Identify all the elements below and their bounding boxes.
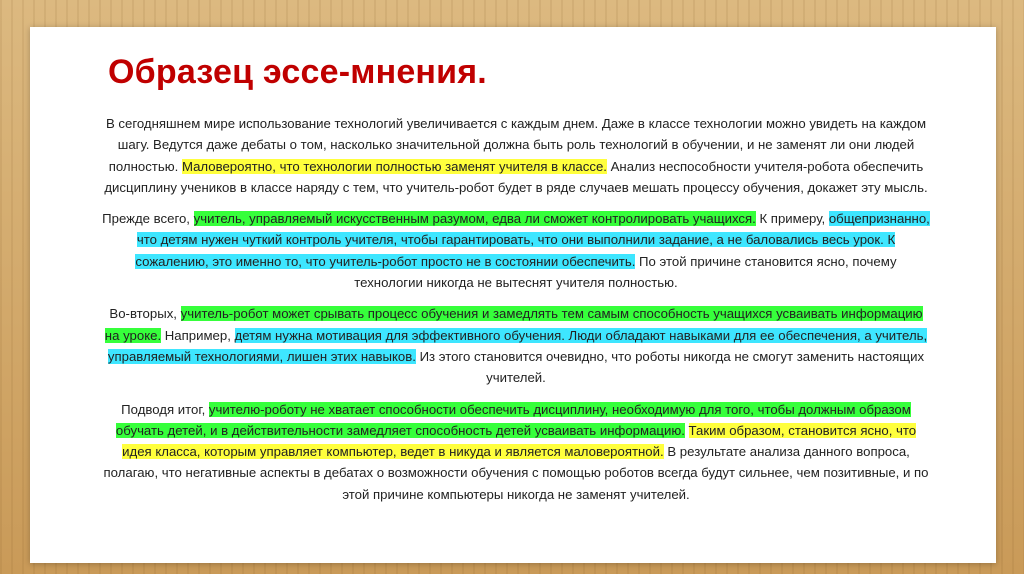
slide-title: Образец эссе-мнения.: [108, 53, 487, 91]
essay-text: Во-вторых,: [109, 306, 181, 322]
essay-text: Из этого становится очевидно, что роботы никогда не смогут заменить настоящих учителей.: [415, 348, 925, 386]
essay-text: Прежде всего,: [102, 211, 194, 227]
highlighted-text-green: учитель-робот может срывать процесс обучения и замедлять тем самым способность учащихся усваивать информацию на уроке.: [104, 306, 923, 343]
highlighted-text-cyan: общепризнанно, что детям нужен чуткий контроль учителя, чтобы гарантировать, что они выполнили задание, а не баловались весь урок. К сожалению, это именно то, что учитель-робот просто не в состоянии обеспечить.: [135, 211, 930, 269]
essay-text: К примеру,: [755, 211, 829, 227]
highlighted-text-green: учителю-роботу не хватает способности обеспечить дисциплину, необходимую для того, чтобы должным образом обучать детей, и в действительности замедляет способность детей усваивать информацию.: [115, 401, 911, 438]
highlighted-text-green: учитель, управляемый искусственным разумом, едва ли сможет контролировать учащихся.: [193, 211, 756, 227]
essay-text: В результате анализа данного вопроса, полагаю, что негативные аспекты в дебатах о возможности обучения с помощью роботов всегда будут сильнее, чем позитивные, и по этой причине компьютеры никогда не заменят учителей.: [103, 444, 929, 502]
essay-paragraph: [102, 303, 930, 388]
essay-text: В сегодняшнем мире использование технологий увеличивается с каждым днем. Даже в классе технологии можно увидеть на каждом шагу. Ведутся даже дебаты о том, насколько значительной должна быть роль технологий в обучении, и не заменят ли они людей полностью.: [105, 116, 927, 174]
essay-text: [685, 423, 689, 438]
essay-text: Например,: [161, 327, 235, 343]
highlighted-text-cyan: детям нужна мотивация для эффективного обучения. Люди обладают навыками для ее обеспечения, а учитель, управляемый технологиями, лишен этих навыков.: [107, 327, 928, 364]
essay-body: [102, 113, 930, 515]
essay-text: Анализ неспособности учителя-робота обеспечить дисциплину учеников в классе наряду с тем, что учитель-робот будет в ряде случаев мешать процессу обучения, докажет эту мысль.: [104, 158, 928, 195]
essay-text: По этой причине становится ясно, почему технологии никогда не вытеснят учителя полностью.: [354, 253, 897, 291]
highlighted-text-yellow: Таким образом, становится ясно, что идея класса, которым управляет компьютер, ведет в никуда и является маловероятной.: [122, 422, 917, 460]
essay-paragraph: [102, 399, 930, 505]
essay-paragraph: [102, 113, 930, 198]
highlighted-text-yellow: Маловероятно, что технологии полностью заменят учителя в классе.: [181, 158, 607, 174]
slide: [30, 27, 996, 563]
essay-text: Подводя итог,: [121, 401, 209, 417]
essay-paragraph: [102, 208, 930, 293]
